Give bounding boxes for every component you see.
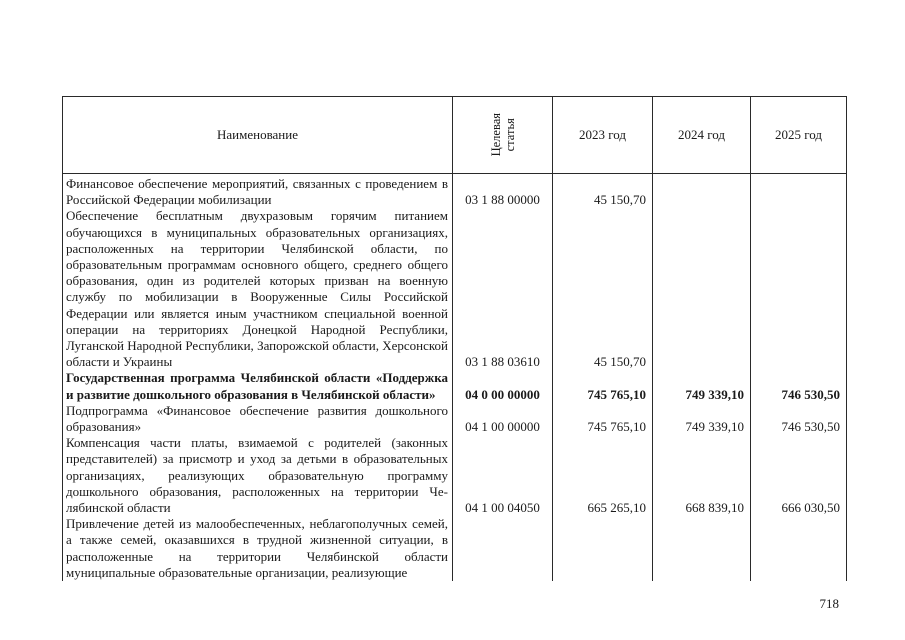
row-2025-value-cell: 746 530,50 [751,403,847,435]
row-2024-value-cell [653,208,751,370]
table-header-row [63,97,847,174]
table-row [63,370,847,402]
row-target-article-cell: 03 1 88 00000 [453,174,553,209]
table-row [63,435,847,516]
header-target-article-line2: статья [502,118,517,152]
row-2023-value-cell: 665 265,10 [553,435,653,516]
row-2024-value-cell [653,516,751,581]
row-target-article-cell: 04 0 00 00000 [453,370,553,402]
row-2023-value-cell: 745 765,10 [553,403,653,435]
row-name-cell: Обеспечение бесплатным двухразовым горячим питанием обучающихся в муниципальных образовательных организациях, расположенных на территории Челябинской области, по образовательным программам основного общего, среднего общего образования, один из родителей которых призван на военную службу по мобилизации в Вооруженные Силы Российской Федерации или является иным участником специальной военной операции на территориях Донецкой Народной Республики, Луганской Народной Республики, Запорожской области, Херсонской области и Украины [63,208,453,370]
row-2024-value-cell [653,174,751,209]
table-body [63,174,847,582]
row-2023-value-cell [553,516,653,581]
row-target-article-cell: 04 1 00 04050 [453,435,553,516]
row-name-cell: Государственная программа Челябинской области «Поддержка и развитие дошкольного образования в Челябинской области» [63,370,453,402]
header-year-2023: 2023 год [553,97,653,174]
budget-table [62,96,847,581]
header-name: Наименование [63,97,453,174]
row-target-article-cell [453,516,553,581]
page-number: 718 [819,596,839,611]
row-2025-value-cell [751,208,847,370]
table-row [63,208,847,370]
table-row [63,403,847,435]
header-target-article-line1: Целевая [488,113,503,157]
table-row [63,174,847,209]
row-target-article-cell: 03 1 88 03610 [453,208,553,370]
row-2024-value-cell: 749 339,10 [653,370,751,402]
row-name-cell: Компенсация части платы, взимаемой с родителей (законных представителей) за присмотр и уход за детьми в образовательных организациях, реализующих образовательную программу дошкольного образования, расположенных на территории Челябинской области [63,435,453,516]
row-name-cell: Финансовое обеспечение мероприятий, связанных с проведением в Российской Федерации мобилизации [63,174,453,209]
header-target-article [453,97,553,174]
row-2023-value-cell: 45 150,70 [553,208,653,370]
row-name-cell: Подпрограмма «Финансовое обеспечение развития дошкольного образования» [63,403,453,435]
row-name-cell: Привлечение детей из малообеспеченных, неблагополучных семей, а также семей, оказавшихся в трудной жизненной ситуации, в расположенные на территории Челябинской области муниципальные образовательные организации, реализующие [63,516,453,581]
row-2025-value-cell [751,174,847,209]
row-2024-value-cell: 668 839,10 [653,435,751,516]
table-row [63,516,847,581]
header-year-2024: 2024 год [653,97,751,174]
row-target-article-cell: 04 1 00 00000 [453,403,553,435]
row-2025-value-cell: 666 030,50 [751,435,847,516]
row-2024-value-cell: 749 339,10 [653,403,751,435]
row-2025-value-cell [751,516,847,581]
row-2025-value-cell: 746 530,50 [751,370,847,402]
row-2023-value-cell: 45 150,70 [553,174,653,209]
row-2023-value-cell: 745 765,10 [553,370,653,402]
header-year-2025: 2025 год [751,97,847,174]
